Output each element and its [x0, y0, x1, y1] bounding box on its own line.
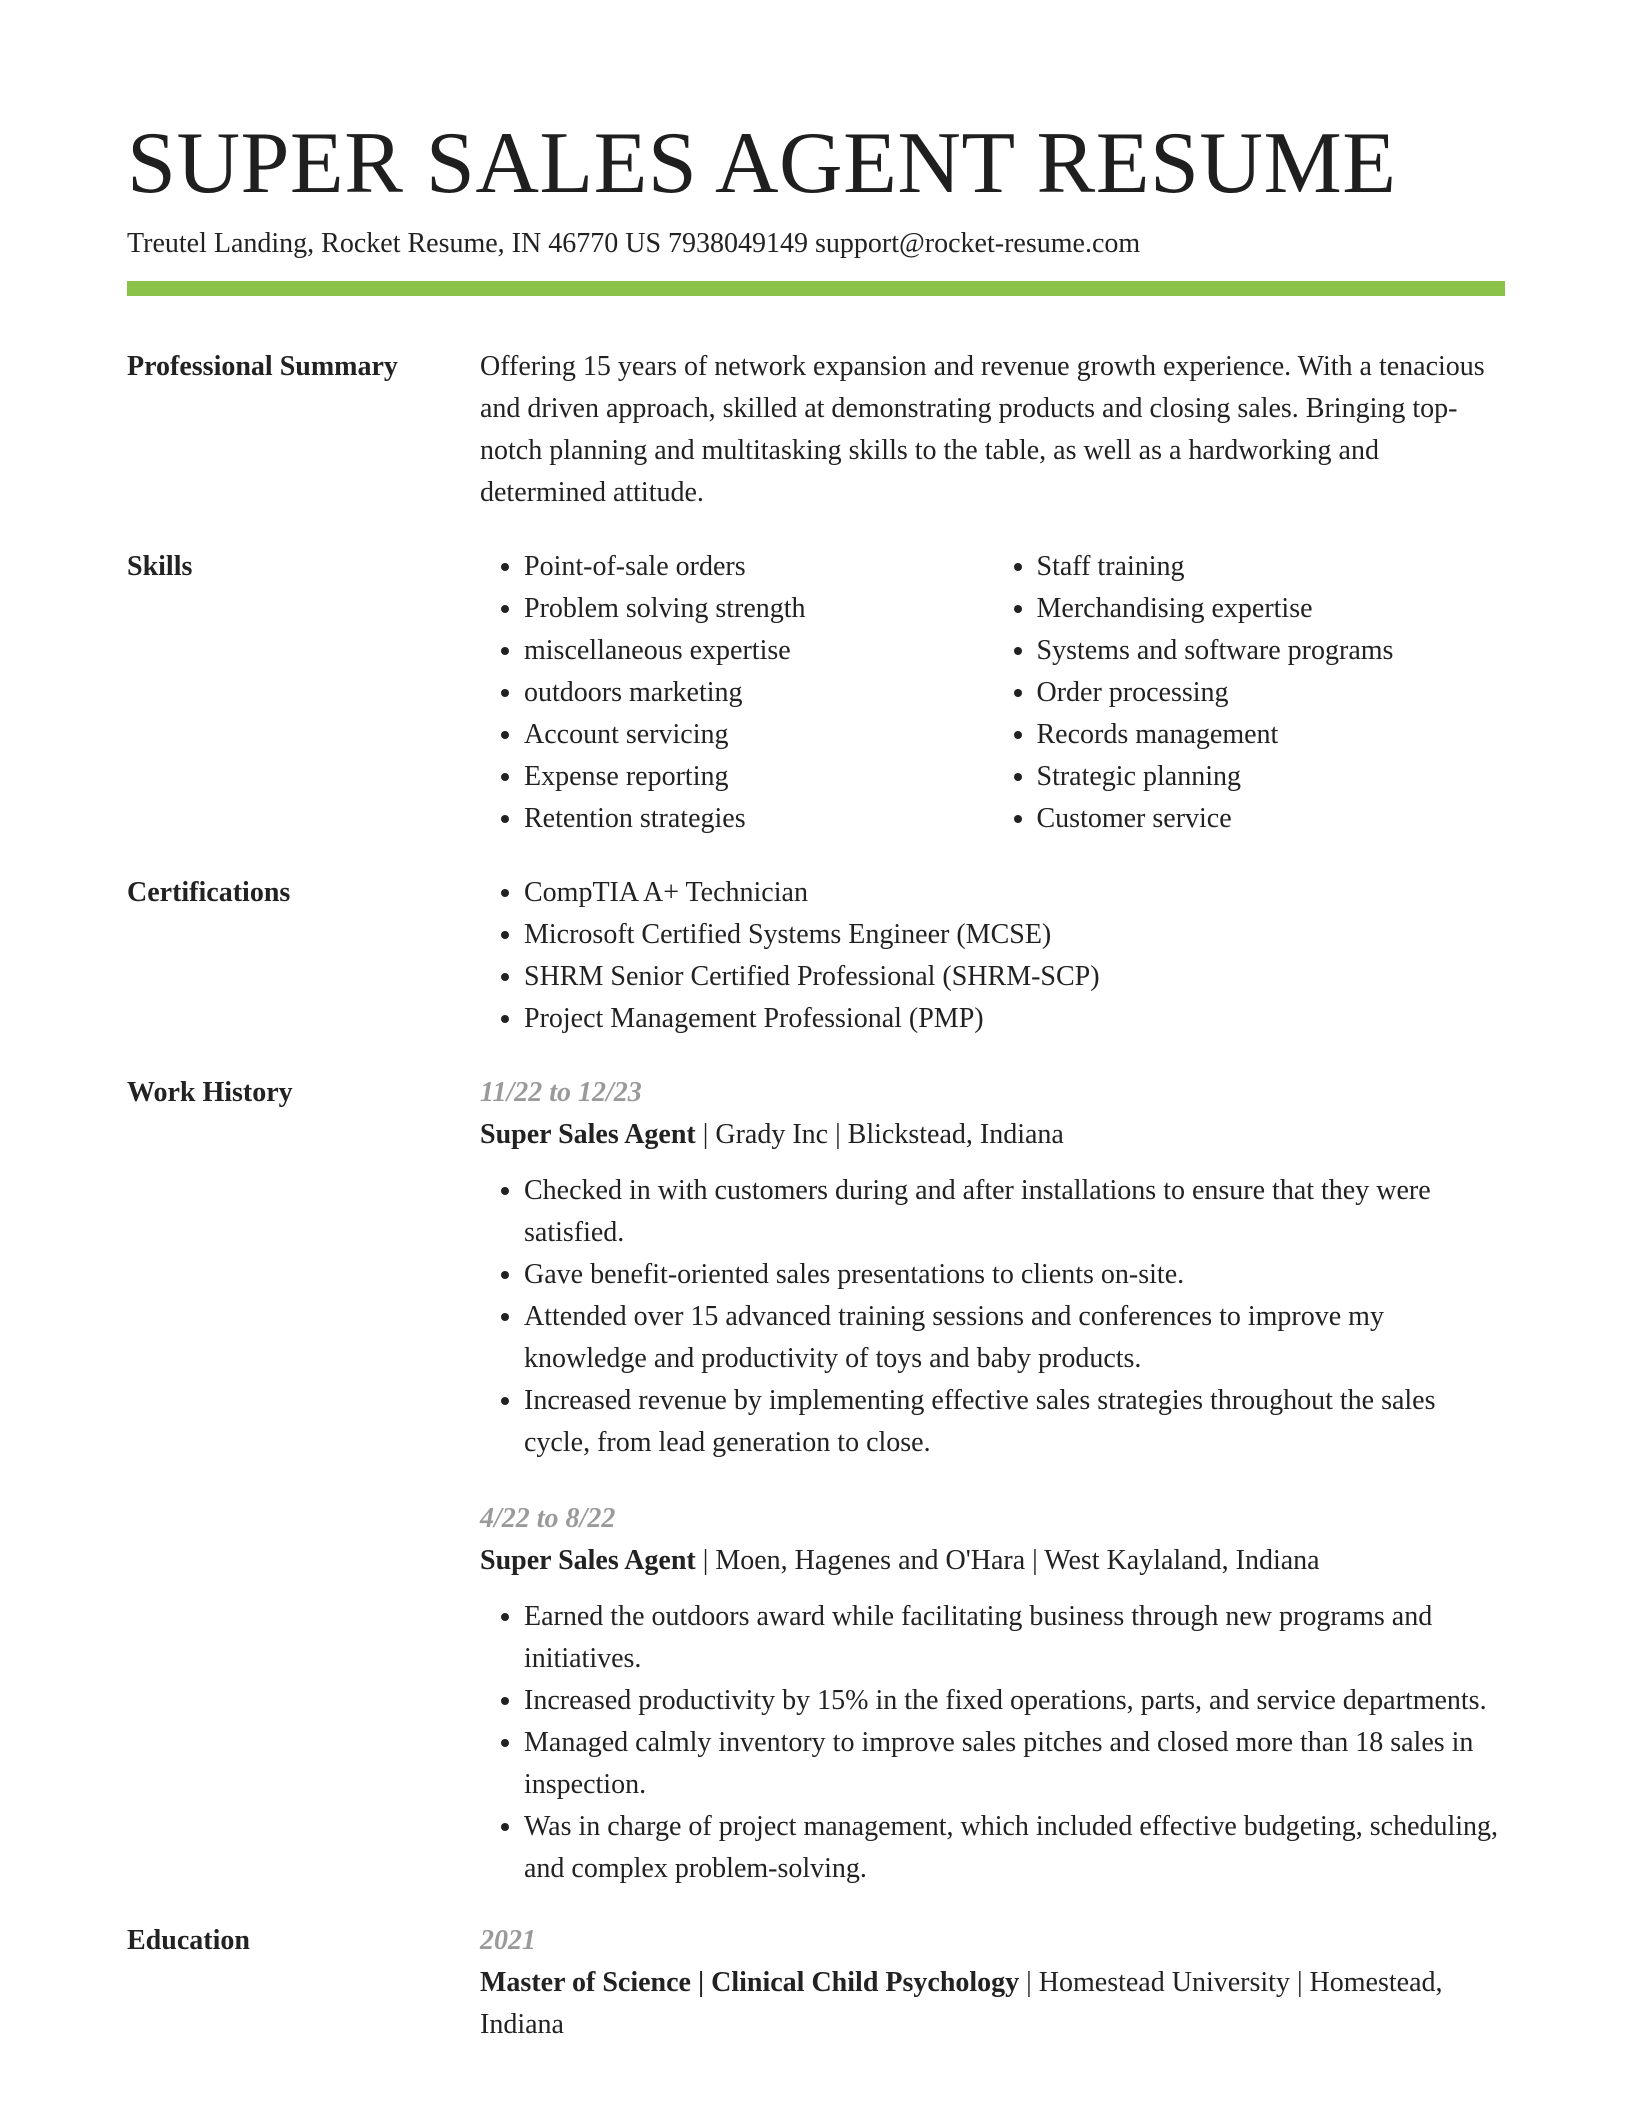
- certifications-list: [480, 872, 1505, 1040]
- list-item: • Managed calmly inventory to improve sales pitches and closed more than 18 sales in inspection.: [524, 1722, 1505, 1806]
- degree: Master of Science | Clinical Child Psychology: [480, 1966, 1020, 1998]
- skills-list-left: [480, 546, 993, 840]
- list-item: • Systems and software programs: [1037, 630, 1506, 672]
- skills-list-right: [993, 546, 1506, 840]
- job-entry: [480, 1072, 1505, 1464]
- section-label: Education: [127, 1924, 250, 1956]
- list-item: • Microsoft Certified Systems Engineer (MCSE): [524, 914, 1505, 956]
- section-label: Certifications: [127, 876, 291, 908]
- resume-title: SUPER SALES AGENT RESUME: [127, 115, 1397, 212]
- summary-text: Offering 15 years of network expansion and revenue growth experience. With a tenacious and driven approach, skilled at demonstrating products and closing sales. Bringing top-notch planning and multitasking skills to the table, as well as a hardworking and determined attitude.: [480, 350, 1485, 508]
- section-label: Professional Summary: [127, 350, 398, 382]
- list-item: • Problem solving strength: [524, 588, 993, 630]
- work-history-section: [127, 1072, 1505, 1890]
- certifications-content: [480, 872, 1505, 1040]
- section-label: Skills: [127, 550, 193, 582]
- job-details: | Grady Inc | Blickstead, Indiana: [695, 1118, 1064, 1150]
- list-item: • miscellaneous expertise: [524, 630, 993, 672]
- summary-section: [127, 346, 1505, 514]
- list-item: • Expense reporting: [524, 756, 993, 798]
- list-item: • Gave benefit-oriented sales presentations to clients on-site.: [524, 1254, 1505, 1296]
- list-item: • Attended over 15 advanced training sessions and conferences to improve my knowledge and productivity of toys and baby products.: [524, 1296, 1505, 1380]
- list-item: • Increased revenue by implementing effective sales strategies throughout the sales cycle, from lead generation to close.: [524, 1380, 1505, 1464]
- list-item: • Customer service: [1037, 798, 1506, 840]
- certifications-section: [127, 872, 1505, 1040]
- list-item: • Point-of-sale orders: [524, 546, 993, 588]
- list-item: • Project Management Professional (PMP): [524, 998, 1505, 1040]
- education-details: | Homestead University | Homestead, Indiana: [480, 1966, 1443, 2040]
- skills-section: [127, 546, 1505, 840]
- list-item: • Records management: [1037, 714, 1506, 756]
- job-title: Super Sales Agent: [480, 1544, 696, 1576]
- list-item: • Strategic planning: [1037, 756, 1506, 798]
- education-year: 2021: [480, 1924, 536, 1956]
- job-heading: [480, 1114, 1505, 1156]
- list-item: • Retention strategies: [524, 798, 993, 840]
- list-item: • SHRM Senior Certified Professional (SHRM-SCP): [524, 956, 1505, 998]
- section-label: Work History: [127, 1076, 293, 1108]
- list-item: • Order processing: [1037, 672, 1506, 714]
- list-item: • CompTIA A+ Technician: [524, 872, 1505, 914]
- education-section: [127, 1920, 1505, 2046]
- education-content: [480, 1920, 1505, 2046]
- work-history-content: [480, 1072, 1505, 1890]
- job-heading: [480, 1540, 1505, 1582]
- education-heading: [480, 1962, 1505, 2046]
- job-bullets: [480, 1596, 1505, 1890]
- list-item: • Checked in with customers during and after installations to ensure that they were satisfied.: [524, 1170, 1505, 1254]
- list-item: • Was in charge of project management, which included effective budgeting, scheduling, and complex problem-solving.: [524, 1806, 1505, 1890]
- job-bullets: [480, 1170, 1505, 1464]
- job-details: | Moen, Hagenes and O'Hara | West Kaylaland, Indiana: [695, 1544, 1320, 1576]
- job-dates: 11/22 to 12/23: [480, 1076, 642, 1108]
- job-title: Super Sales Agent: [480, 1118, 696, 1150]
- list-item: • outdoors marketing: [524, 672, 993, 714]
- list-item: • Staff training: [1037, 546, 1506, 588]
- skills-columns: [480, 546, 1505, 840]
- list-item: • Increased productivity by 15% in the fixed operations, parts, and service departments.: [524, 1680, 1505, 1722]
- job-entry: [480, 1498, 1505, 1890]
- list-item: • Account servicing: [524, 714, 993, 756]
- list-item: • Merchandising expertise: [1037, 588, 1506, 630]
- job-dates: 4/22 to 8/22: [480, 1502, 616, 1534]
- accent-divider: [127, 281, 1505, 296]
- contact-line: Treutel Landing, Rocket Resume, IN 46770 US 7938049149 support@rocket-resume.com: [127, 228, 1141, 260]
- list-item: • Earned the outdoors award while facilitating business through new programs and initiatives.: [524, 1596, 1505, 1680]
